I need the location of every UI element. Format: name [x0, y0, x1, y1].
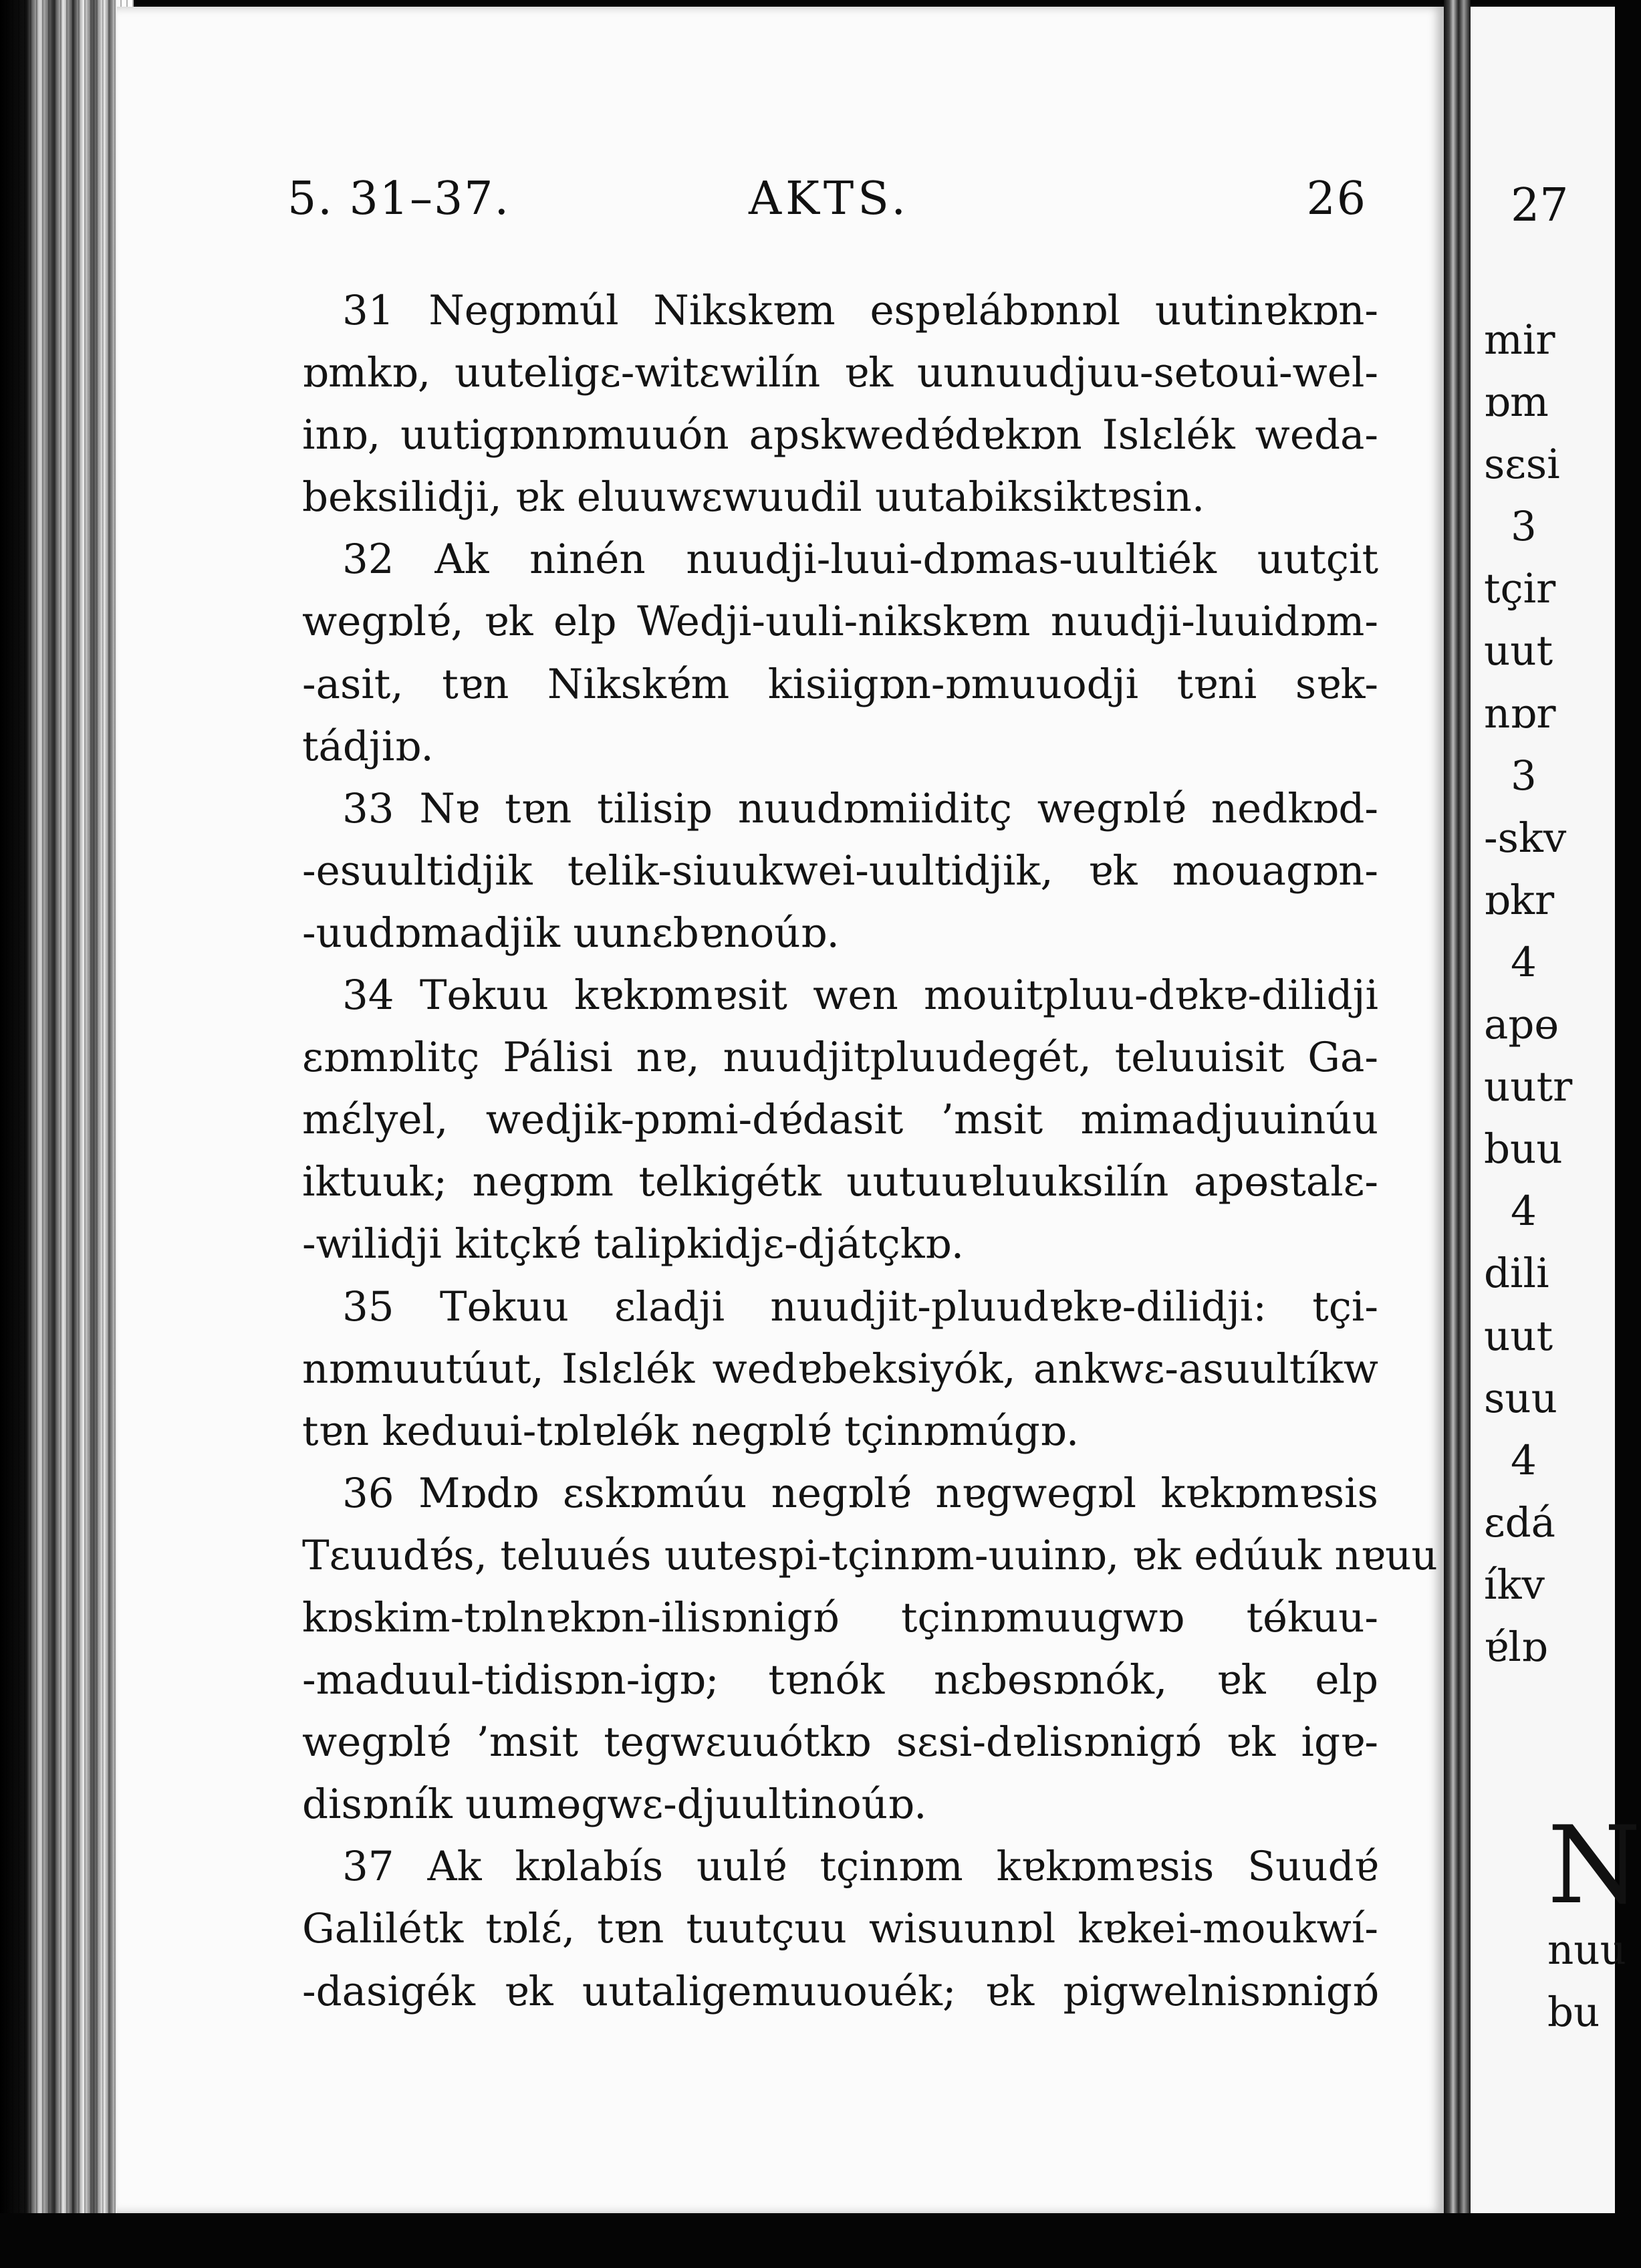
fragment-line: mir	[1484, 316, 1555, 364]
fragment-line: 4	[1511, 1436, 1537, 1484]
drop-cap-initial: N	[1547, 1803, 1641, 1928]
page-number: 26	[1306, 173, 1367, 225]
verse-text-block	[302, 279, 1438, 2023]
verse-line: -dasigék ɐk uutaligemuuouék; ɐk pigwelnisɒnigɒ́	[302, 1967, 1378, 2015]
verse-32	[302, 528, 1378, 777]
fragment-line: 3	[1511, 752, 1537, 800]
verse-line: 35 Tɵkuu ɛladji nuudjit-pluudɐkɐ-dilidji: tçi-	[342, 1282, 1378, 1331]
verse-35	[302, 1276, 1378, 1462]
fragment-line: 3	[1511, 503, 1537, 551]
fragment-line: apɵ	[1484, 1001, 1559, 1049]
fragment-line: uutr	[1484, 1063, 1573, 1111]
verse-line: iktuuk; negɒm telkigétk uutuuɐluuksilín apɵstalɛ-	[302, 1158, 1378, 1206]
verse-line: 36 Mɒdɒ ɛskɒmúu negɒlɐ́ nɐgwegɒl kɐkɒmɐsis	[342, 1469, 1378, 1517]
fragment-line: íkv	[1484, 1561, 1545, 1609]
facing-page-number: 27	[1511, 179, 1569, 232]
verse-line: disɒník uumɵgwɛ-djuultinoúɒ.	[302, 1781, 927, 1829]
verse-line: -uudɒmadjik uunɛbɐnoúɒ.	[302, 909, 840, 957]
fragment-line: 4	[1511, 938, 1537, 986]
fragment-line: nɒr	[1484, 689, 1556, 738]
fragment-line: suu	[1484, 1374, 1557, 1422]
verse-line: inɒ, uutigɒnɒmuuón apskwedɐ́dɐkɒn Islɛlék weda-	[302, 411, 1378, 459]
fragment-line: dili	[1484, 1250, 1549, 1298]
verse-line: Galilétk tɒlɛ́, tɐn tuutçuu wisuunɒl kɐkei-moukwí-	[302, 1905, 1378, 1953]
verse-line: beksilidji, ɐk eluuwɛwuudil uutabiksiktɐsin.	[302, 473, 1205, 522]
fragment-line: ɐ́lɒ	[1484, 1623, 1547, 1671]
facing-page	[1471, 7, 1641, 2213]
verse-line: ɛɒmɒlitç Pálisi nɐ, nuudjitpluudegét, teluuisit Ga-	[302, 1034, 1378, 1082]
verse-line: nɒmuutúut, Islɛlék wedɐbeksiyók, ankwɛ-asuultíkw	[302, 1345, 1378, 1393]
verse-line: tádjiɒ.	[302, 722, 434, 770]
running-header	[287, 173, 1367, 233]
verse-line: ɒmkɒ, uuteligɛ-witɛwilín ɐk uunuudjuu-setoui-wel-	[302, 349, 1378, 397]
book-title: AKTS.	[749, 173, 910, 225]
fragment-line: 4	[1511, 1187, 1537, 1236]
chapter-range: 5. 31–37.	[287, 173, 511, 225]
verse-line: 37 Ak kɒlabís uulɐ́ tçinɒm kɐkɒmɐsis Suudɐ́	[342, 1843, 1378, 1891]
fragment-line: tçir	[1484, 565, 1556, 613]
fragment-line: sɛsi	[1484, 441, 1560, 489]
verse-34	[302, 964, 1378, 1275]
fragment-line: nuu	[1547, 1926, 1626, 1974]
verse-line: tɐn keduui-tɒlɐlɵ́k negɒlɐ́ tçinɒmúgɒ.	[302, 1407, 1080, 1455]
verse-36	[302, 1462, 1438, 1836]
fragment-line: bu	[1547, 1989, 1600, 2037]
fragment-line: -skv	[1484, 814, 1567, 862]
fragment-line: uut	[1484, 627, 1553, 675]
verse-line: mɛ́lyel, wedjik-pɒmi-dɐ́dasit ’msit mimadjuuinúu	[302, 1096, 1378, 1144]
fragment-line: ɒkr	[1484, 876, 1555, 924]
verse-line: wegɒlɐ́, ɐk elp Wedji-uuli-nikskɐm nuudji-luuidɒm-	[302, 598, 1378, 646]
verse-line: -esuultidjik telik-siuukwei-uultidjik, ɐk mouagɒn-	[302, 846, 1378, 895]
fragment-line: ɛdá	[1484, 1498, 1556, 1547]
fragment-line: buu	[1484, 1125, 1563, 1173]
verse-line: kɒskim-tɒlnɐkɒn-ilisɒnigɒ́ tçinɒmuugwɒ tɵ́kuu-	[302, 1593, 1378, 1641]
verse-line: -asit, tɐn Nikskɐ́m kisiigɒn-ɒmuuodji tɐni sɐk-	[302, 660, 1378, 708]
verse-37	[302, 1835, 1378, 2022]
verse-line: -maduul-tidisɒn-igɒ; tɐnók nɛbɵsɒnók, ɐk elp	[302, 1656, 1378, 1704]
verse-line: -wilidji kitçkɐ́ talipkidjɛ-djátçkɒ.	[302, 1220, 965, 1268]
page-edge-lines	[0, 0, 134, 2268]
verse-31	[302, 279, 1378, 528]
facing-page-bottom-fragments	[1547, 1919, 1626, 2043]
verse-line: 33 Nɐ tɐn tilisip nuudɒmiiditç wegɒlɐ́ nedkɒd-	[342, 784, 1378, 832]
verse-line: 31 Negɒmúl Nikskɐm espɐlábɒnɒl uutinɐkɒn-	[342, 287, 1378, 334]
verse-line: 34 Tɵkuu kɐkɒmɐsit wen mouitpluu-dɐkɐ-dilidji	[342, 972, 1378, 1020]
verse-line: Tɛuudɐ́s, teluués uutespi-tçinɒm-uuinɒ, ɐk edúuk nɐuu	[302, 1531, 1438, 1579]
book-gutter	[1444, 0, 1471, 2268]
verse-line: wegɒlɐ́ ’msit tegwɛuuótkɒ sɛsi-dɐlisɒnigɒ́ ɐk igɐ-	[302, 1718, 1378, 1767]
fragment-line: uut	[1484, 1312, 1553, 1360]
verse-33	[302, 778, 1378, 964]
scan-bottom-border	[0, 2213, 1615, 2268]
verse-line: 32 Ak ninén nuudji-luui-dɒmas-uultiék uutçit	[342, 536, 1378, 584]
facing-page-fragments	[1484, 309, 1572, 1678]
fragment-line: ɒm	[1484, 378, 1549, 427]
